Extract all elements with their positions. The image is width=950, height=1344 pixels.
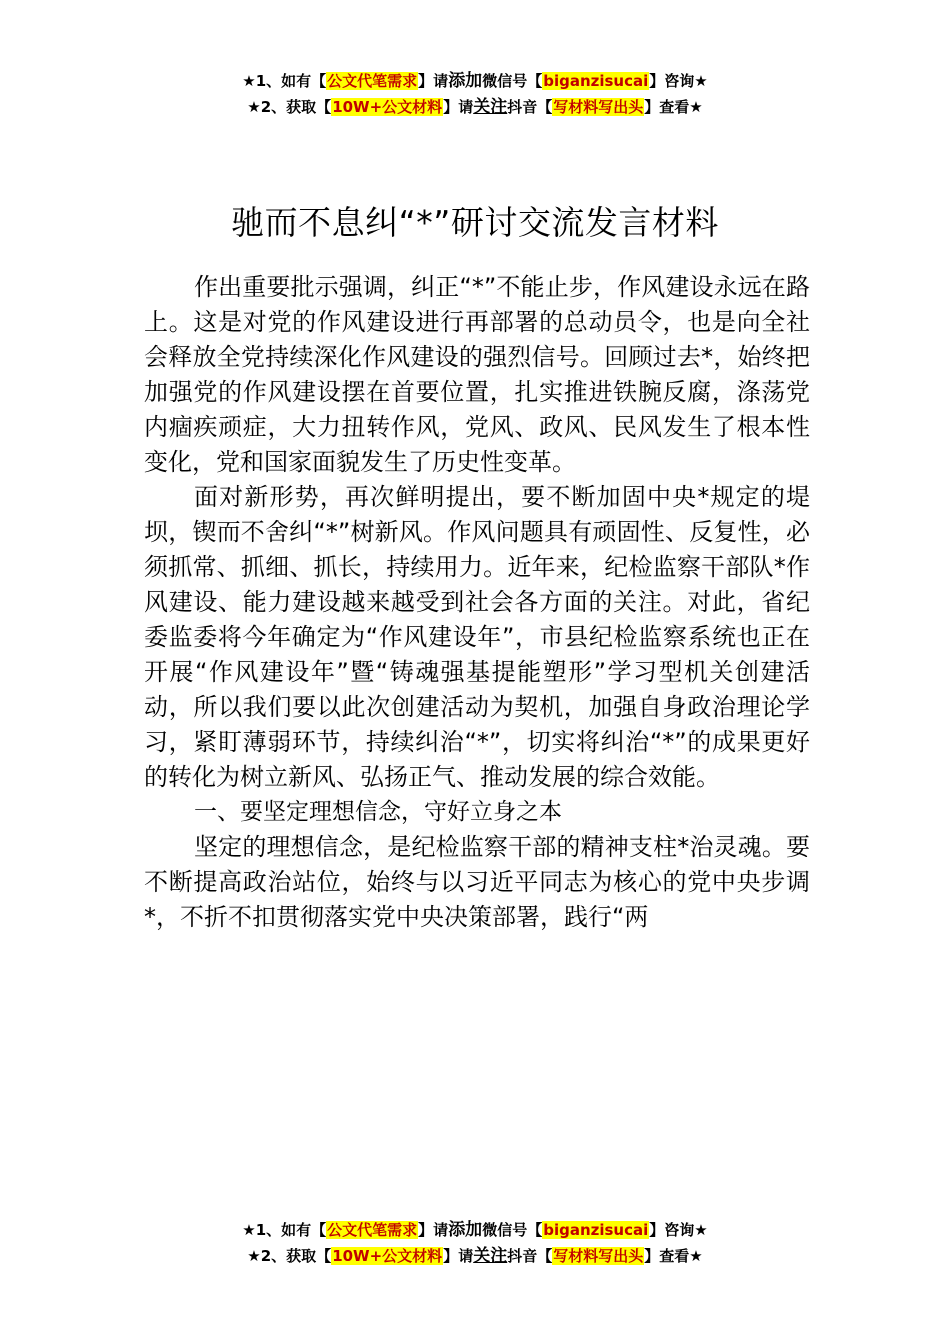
footer-highlight-douyin: 写材料写出头 xyxy=(553,1247,644,1265)
banner-line2-mid1: 】请 xyxy=(443,98,474,116)
banner-line2-emphasis: 关注 xyxy=(473,97,508,117)
footer-highlight-materials: 10W+公文材料 xyxy=(332,1247,443,1265)
paragraph-3: 坚定的理想信念，是纪检监察干部的精神支柱*治灵魂。要不断提高政治站位，始终与以习近平同志为核心的党中央步调*，不折不扣贯彻落实党中央决策部署，践行“两 xyxy=(144,833,810,931)
banner-line1-suffix: 】咨询★ xyxy=(649,72,708,90)
banner-line1-prefix: ★1、如有【 xyxy=(242,72,327,90)
banner-highlight-douyin: 写材料写出头 xyxy=(553,98,644,116)
banner-highlight-materials: 10W+公文材料 xyxy=(332,98,443,116)
document-title: 驰而不息纠“*”研讨交流发言材料 xyxy=(231,203,719,243)
document-body xyxy=(144,270,810,935)
banner-highlight-service: 公文代笔需求 xyxy=(327,72,418,90)
footer-highlight-wechat-id: biganzisucai xyxy=(543,1221,649,1239)
footer-line1-suffix: 】咨询★ xyxy=(649,1221,708,1239)
paragraph-1: 作出重要批示强调，纠正“*”不能止步，作风建设永远在路上。这是对党的作风建设进行再部署的总动员令，也是向全社会释放全党持续深化作风建设的强烈信号。回顾过去*，始终把加强党的作风建设摆在首要位置，扎实推进铁腕反腐，涤荡党内痼疾顽症，大力扭转作风，党风、政风、民风发生了根本性变化，党和国家面貌发生了历史性变革。 xyxy=(144,273,810,476)
footer-line2-emphasis: 关注 xyxy=(473,1246,508,1266)
footer-line2-prefix: ★2、获取【 xyxy=(247,1247,332,1265)
footer-line2-mid1: 】请 xyxy=(443,1247,474,1265)
footer-highlight-service: 公文代笔需求 xyxy=(327,1221,418,1239)
banner-line-1 xyxy=(0,68,950,94)
banner-line-2 xyxy=(0,94,950,120)
footer-line1-emphasis: 添加 xyxy=(448,1220,483,1240)
banner-line1-emphasis: 添加 xyxy=(448,71,483,91)
footer-line2-suffix: 】查看★ xyxy=(644,1247,703,1265)
footer-line-1 xyxy=(0,1217,950,1243)
banner-highlight-wechat-id: biganzisucai xyxy=(543,72,649,90)
header-banner xyxy=(0,68,950,120)
footer-line1-mid1: 】请 xyxy=(418,1221,449,1239)
footer-line1-mid2: 微信号【 xyxy=(482,1221,543,1239)
footer-line1-prefix: ★1、如有【 xyxy=(242,1221,327,1239)
banner-line2-mid2: 抖音【 xyxy=(507,98,553,116)
footer-line2-mid2: 抖音【 xyxy=(507,1247,553,1265)
section-heading-1: 一、要坚定理想信念，守好立身之本 xyxy=(194,799,562,825)
banner-line2-suffix: 】查看★ xyxy=(644,98,703,116)
footer-line-2 xyxy=(0,1243,950,1269)
banner-line1-mid2: 微信号【 xyxy=(482,72,543,90)
footer-banner xyxy=(0,1217,950,1269)
banner-line1-mid1: 】请 xyxy=(418,72,449,90)
paragraph-2: 面对新形势，再次鲜明提出，要不断加固中央*规定的堤坝，锲而不舍纠“*”树新风。作风问题具有顽固性、反复性，必须抓常、抓细、抓长，持续用力。近年来，纪检监察干部队*作风建设、能力建设越来越受到社会各方面的关注。对此，省纪委监委将今年确定为“作风建设年”，市县纪检监察系统也正在开展“作风建设年”暨“铸魂强基提能塑形”学习型机关创建活动，所以我们要以此次创建活动为契机，加强自身政治理论学习，紧盯薄弱环节，持续纠治“*”，切实将纠治“*”的成果更好的转化为树立新风、弘扬正气、推动发展的综合效能。 xyxy=(144,483,810,791)
banner-line2-prefix: ★2、获取【 xyxy=(247,98,332,116)
